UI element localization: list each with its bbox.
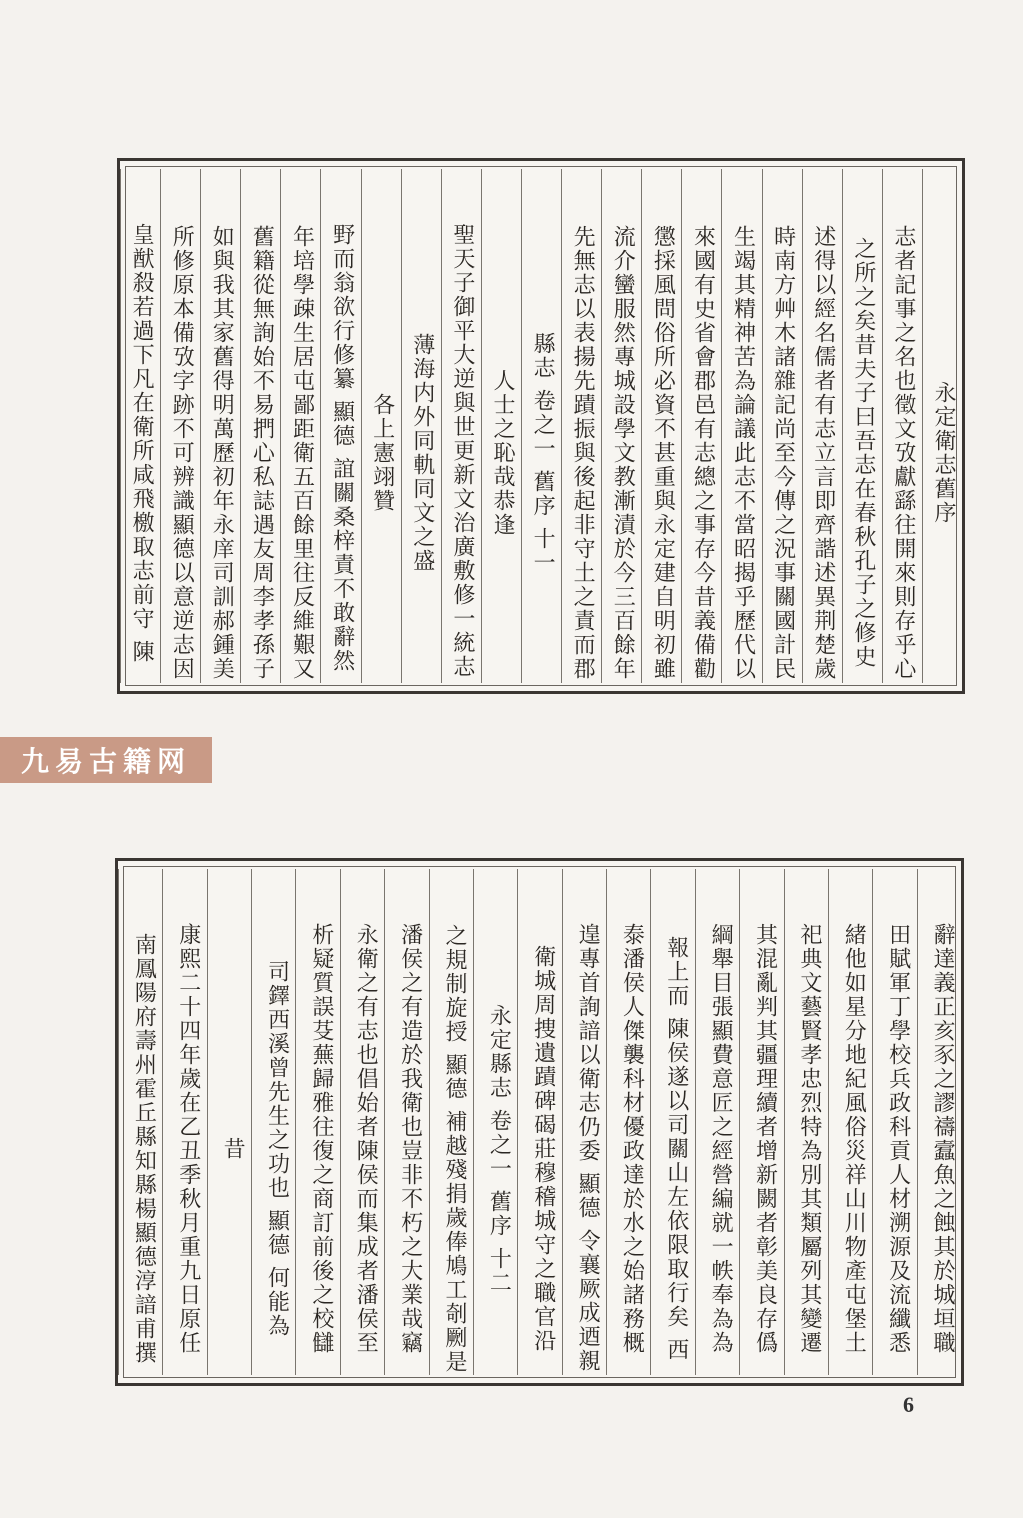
bottom-column	[739, 869, 783, 1375]
bottom-column-text: 司鐸西溪曾先生之功也 顯德 何能為	[264, 960, 290, 1338]
top-column-text: 聖天子御平大逆與世更新文治廣敷修一統志	[449, 223, 475, 679]
top-column-text: 舊籍從無詢始不易捫心私誌遇友周李孝孫子	[249, 225, 275, 681]
top-page-block	[117, 158, 965, 694]
top-column-text: 志者記事之名也徵文攷獻繇往開來則存乎心	[890, 225, 916, 681]
top-column	[200, 169, 240, 683]
top-column-text: 薄海内外同軌同文之盛	[409, 333, 435, 573]
top-column	[681, 169, 721, 683]
top-column-text: 來國有史省會郡邑有志總之事存今昔義備勸	[690, 225, 716, 681]
bottom-column	[207, 869, 251, 1375]
top-column-text: 懲採風問俗所必資不甚重與永定建自明初雖	[650, 225, 676, 681]
bottom-column-text: 析疑質誤芟蕪歸雅往復之商訂前後之校讎	[308, 923, 334, 1355]
top-column	[280, 169, 320, 683]
top-column-text: 述得以經名儒者有志立言即齊諧述異荆楚歲	[810, 225, 836, 681]
top-column	[721, 169, 761, 683]
top-column	[601, 169, 641, 683]
bottom-column	[384, 869, 428, 1375]
bottom-page-block	[115, 858, 964, 1386]
watermark-banner: 九易古籍网	[0, 737, 212, 783]
top-column-text: 時南方艸木諸雜記尚至今傳之況事關國計民	[770, 225, 796, 681]
bottom-column-text: 遑專首詢諳以衛志仍委 顯德 令襄厥成迺親	[575, 923, 601, 1373]
top-column-text: 先無志以表揚先蹟振與後起非守土之責而郡	[570, 225, 596, 681]
bottom-column-text: 康熙二十四年歲在乙丑季秋月重九日原任	[175, 923, 201, 1355]
top-column-text: 縣志 卷之一 舊序 十一	[530, 331, 556, 575]
bottom-column	[695, 869, 739, 1375]
top-column	[762, 169, 802, 683]
bottom-column-text: 辭達義正亥豕之謬禱蠧魚之蝕其於城垣職	[930, 923, 955, 1355]
bottom-column-text: 其混亂判其疆理續者增新闕者彰美良存僞	[752, 923, 778, 1355]
top-column	[922, 169, 962, 683]
bottom-column-text: 衛城周捜遺蹟碑碣莊穆稽城守之職官沿	[530, 945, 556, 1353]
bottom-column	[606, 869, 650, 1375]
top-column	[641, 169, 681, 683]
top-column	[481, 169, 521, 683]
bottom-column-text: 泰潘侯人傑襲科材優政達於水之始諸務概	[619, 923, 645, 1355]
bottom-column-text: 潘侯之有造於我衛也豈非不朽之大業哉竊	[397, 923, 423, 1355]
top-column	[240, 169, 280, 683]
top-column	[842, 169, 882, 683]
bottom-column	[251, 869, 295, 1375]
bottom-column	[917, 869, 961, 1375]
bottom-column-text: 緒他如星分地紀風俗災祥山川物產屯堡土	[841, 923, 867, 1355]
bottom-column-text: 永定縣志 卷之一 舊序 十二	[486, 1003, 512, 1295]
top-column-text: 人士之恥哉恭逢	[489, 369, 515, 537]
top-column	[802, 169, 842, 683]
top-column	[561, 169, 601, 683]
top-column-text: 年培學疎生居屯鄙距衛五百餘里往反維艱又	[289, 225, 315, 681]
top-column	[521, 169, 561, 683]
bottom-column-text: 綱舉目張顯費意匠之經營編就一帙奉為為	[708, 923, 734, 1355]
bottom-column	[118, 869, 162, 1375]
top-column	[882, 169, 922, 683]
top-column	[401, 169, 441, 683]
top-column-text: 流介蠻服然專城設學文教漸漬於今三百餘年	[610, 225, 636, 681]
top-column-text: 永定衛志舊序	[931, 381, 956, 525]
bottom-column-text: 南鳳陽府壽州霍丘縣知縣楊顯德淳諳甫撰	[131, 933, 157, 1365]
bottom-column	[517, 869, 561, 1375]
bottom-column	[828, 869, 872, 1375]
bottom-column	[473, 869, 517, 1375]
top-column	[160, 169, 200, 683]
top-column-text: 皇猷殺若過下凡在衛所咸飛檄取志前守 陳	[129, 223, 155, 664]
bottom-column	[562, 869, 606, 1375]
top-column-text: 如與我其家舊得明萬歷初年永庠司訓郝鍾美	[209, 225, 235, 681]
top-column-text: 野而翁欲行修纂 顯德 誼關桑梓責不敢辭然	[329, 223, 355, 673]
bottom-column-text: 昔	[220, 1137, 246, 1161]
top-column-text: 各上憲翊贊	[369, 393, 395, 513]
bottom-column	[340, 869, 384, 1375]
top-column-text: 生竭其精神苦為論議此志不當昭揭乎歷代以	[730, 225, 756, 681]
bottom-column-text: 祀典文藝賢孝忠烈特為別其類屬列其變遷	[796, 923, 822, 1355]
top-column	[320, 169, 360, 683]
top-column	[441, 169, 481, 683]
bottom-column	[162, 869, 206, 1375]
bottom-column	[784, 869, 828, 1375]
bottom-column-text: 報上而 陳侯遂以司關山左依限取行矣 西	[663, 936, 689, 1362]
top-column	[361, 169, 401, 683]
top-column-text: 之所之矣昔夫子曰吾志在春秋孔子之修史	[850, 237, 876, 669]
bottom-column	[650, 869, 694, 1375]
bottom-column-text: 田賦軍丁學校兵政科貢人材溯源及流纖悉	[885, 923, 911, 1355]
bottom-column	[429, 869, 473, 1375]
bottom-column	[295, 869, 339, 1375]
bottom-column-text: 永衛之有志也倡始者陳侯而集成者潘侯至	[353, 923, 379, 1355]
page-number: 6	[903, 1392, 914, 1417]
top-column-text: 所修原本備攷字跡不可辨識顯德以意逆志因	[169, 225, 195, 681]
bottom-column	[872, 869, 916, 1375]
top-column	[120, 169, 160, 683]
bottom-column-text: 之規制旋授 顯德 補越殘捐歲俸鳩工剞劂是	[441, 924, 467, 1374]
